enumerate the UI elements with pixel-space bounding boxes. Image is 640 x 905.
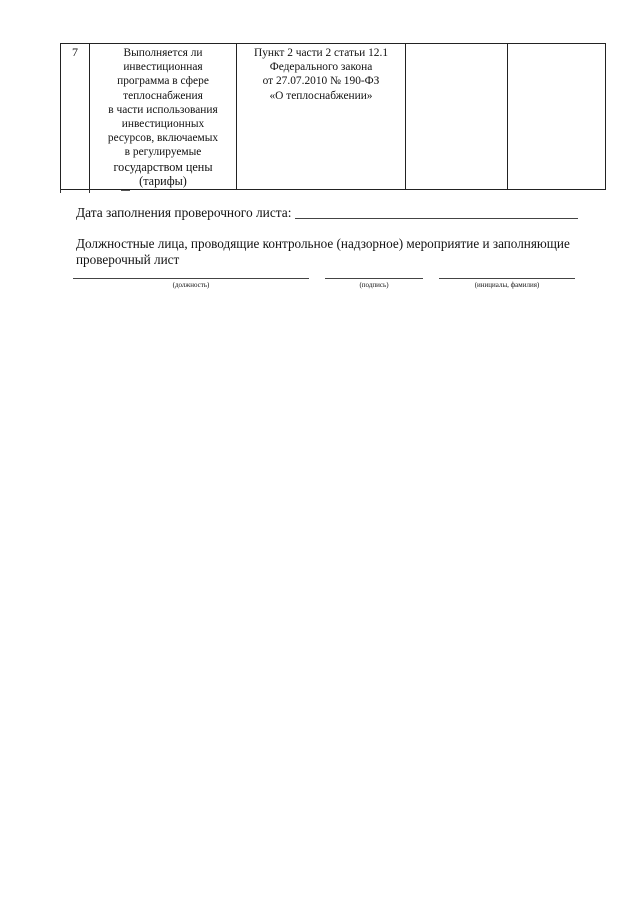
signature-field[interactable] bbox=[325, 278, 423, 279]
legal-reference-line: Федерального закона bbox=[269, 61, 373, 74]
legal-reference-cell bbox=[237, 44, 406, 190]
signature-caption: (подпись) bbox=[359, 281, 389, 289]
question-cell bbox=[90, 44, 237, 190]
position-field[interactable] bbox=[73, 278, 309, 279]
answer-cell-4 bbox=[406, 44, 508, 190]
question-line: инвестиционных bbox=[121, 118, 205, 131]
table-border-stub bbox=[121, 190, 130, 191]
question-line: (тарифы) bbox=[139, 173, 187, 188]
legal-reference-line: Пункт 2 части 2 статьи 12.1 bbox=[253, 47, 389, 59]
officials-label-line: Должностные лица, проводящие контрольное (надзорное) мероприятие и заполняющие bbox=[76, 236, 570, 251]
name-caption: (инициалы, фамилия) bbox=[474, 281, 540, 289]
question-line: в регулируемые bbox=[124, 146, 202, 159]
row-number bbox=[61, 44, 90, 190]
question-line: в части использования bbox=[108, 103, 218, 116]
question-line: государством цены bbox=[113, 159, 213, 174]
legal-reference-line: «О теплоснабжении» bbox=[269, 89, 373, 102]
checklist-table bbox=[60, 43, 606, 190]
position-caption: (должность) bbox=[172, 281, 210, 289]
table-row bbox=[61, 44, 606, 190]
table-border-tick bbox=[60, 189, 61, 193]
fill-date-field[interactable] bbox=[295, 218, 578, 219]
row-number-text: 7 bbox=[72, 45, 78, 59]
question-line: теплоснабжения bbox=[123, 89, 203, 102]
officials-label-line: проверочный лист bbox=[76, 252, 180, 267]
question-line: программа в сфере bbox=[117, 75, 209, 88]
officials-label bbox=[76, 236, 576, 268]
question-line: инвестиционная bbox=[123, 61, 203, 74]
legal-reference-line: от 27.07.2010 № 190-ФЗ bbox=[262, 75, 380, 88]
question-line: ресурсов, включаемых bbox=[107, 132, 219, 145]
name-field[interactable] bbox=[439, 278, 575, 279]
answer-cell-5 bbox=[508, 44, 606, 190]
table-border-tick bbox=[89, 189, 90, 193]
fill-date-label: Дата заполнения проверочного листа: bbox=[76, 205, 292, 220]
question-line: Выполняется ли bbox=[123, 47, 203, 59]
